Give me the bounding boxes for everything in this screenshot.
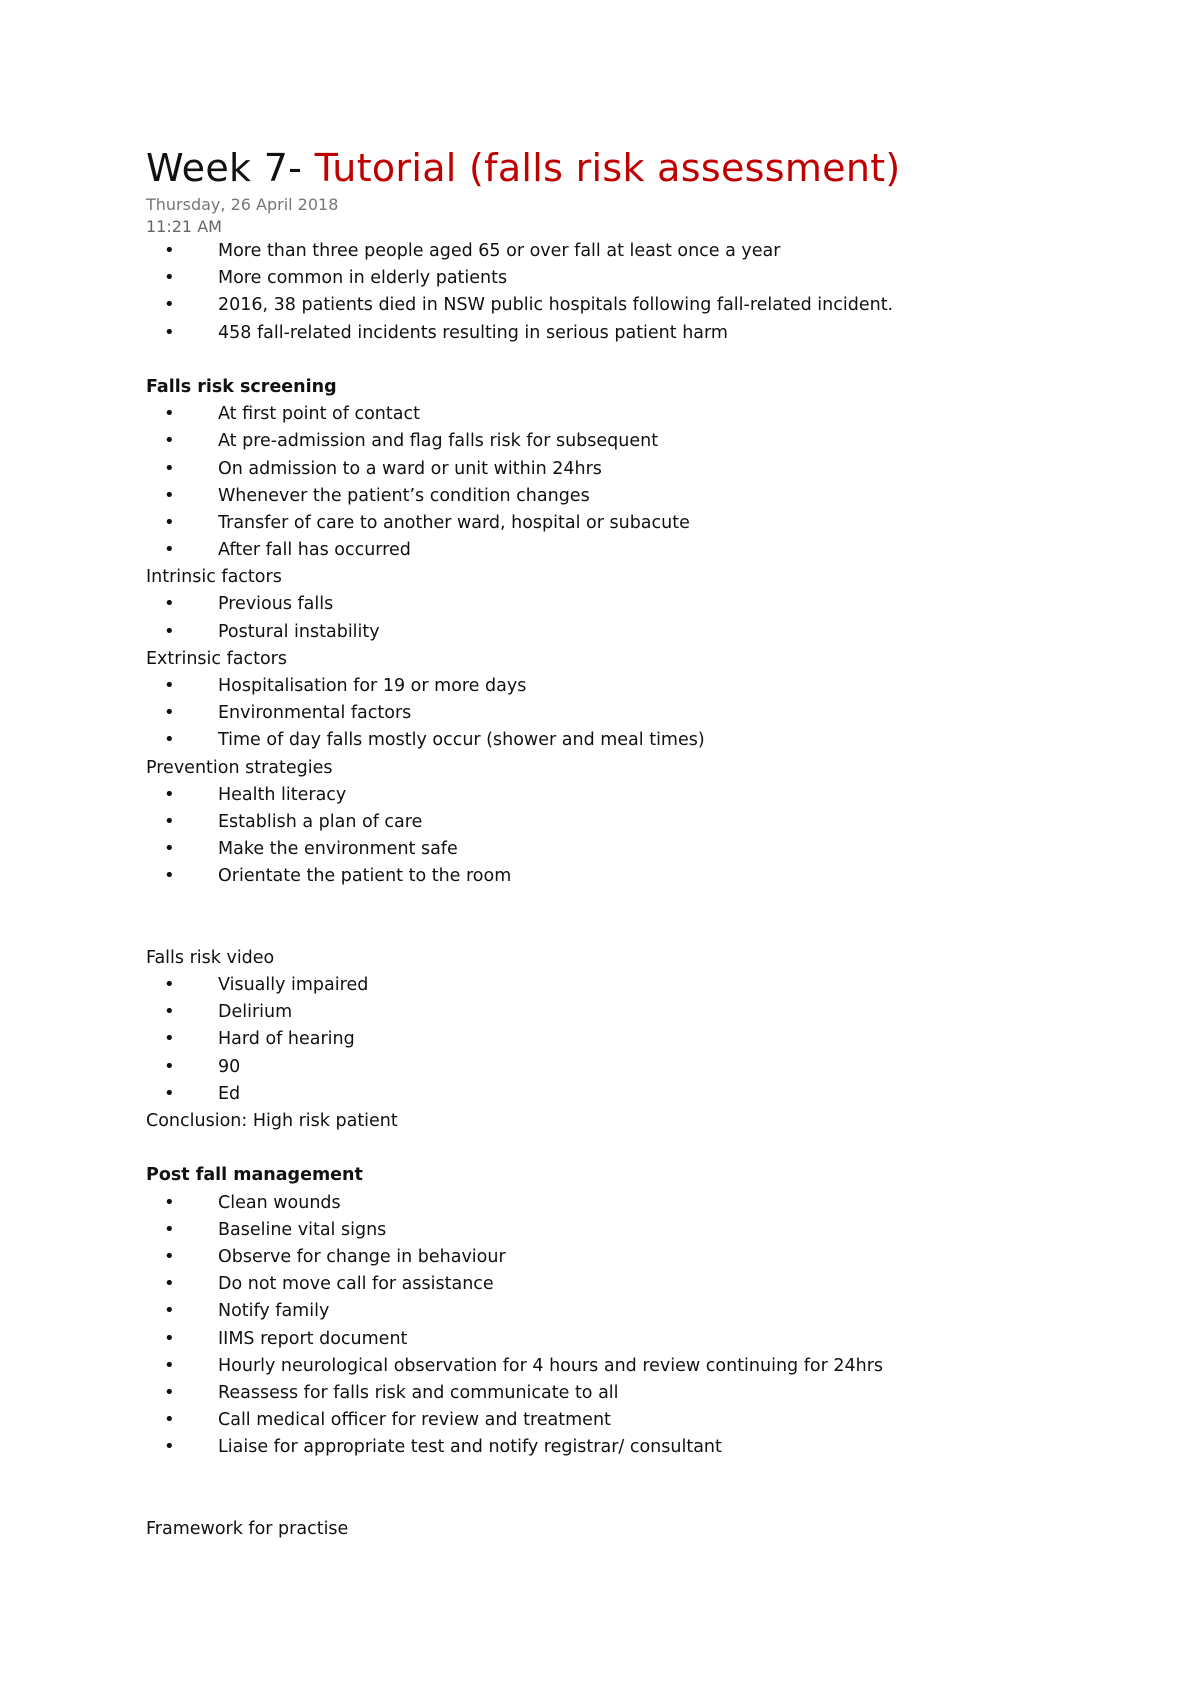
video-heading: Falls risk video: [146, 947, 275, 968]
list-item: • Reassess for falls risk and communicate to all: [146, 1380, 1106, 1407]
page-title: [146, 142, 1106, 194]
spacer: [146, 1135, 1106, 1162]
list-item: • Baseline vital signs: [146, 1217, 1106, 1244]
note-time: 11:21 AM: [146, 217, 222, 236]
list-item: • Whenever the patient’s condition changes: [146, 483, 1106, 510]
title-prefix: Week 7-: [146, 146, 315, 190]
post-fall-list: [146, 1190, 1106, 1462]
intrinsic-list: [146, 591, 1106, 645]
screening-list: [146, 401, 1106, 564]
list-item: • Clean wounds: [146, 1190, 1106, 1217]
spacer: [146, 1461, 1106, 1515]
list-item: • Call medical officer for review and treatment: [146, 1407, 1106, 1434]
list-item: • More than three people aged 65 or over fall at least once a year: [146, 238, 1106, 265]
screening-heading: Falls risk screening: [146, 376, 337, 397]
list-item: • Environmental factors: [146, 700, 1106, 727]
list-item: • After fall has occurred: [146, 537, 1106, 564]
list-item: • Do not move call for assistance: [146, 1271, 1106, 1298]
list-item: • Previous falls: [146, 591, 1106, 618]
spacer: [146, 347, 1106, 374]
video-conclusion: Conclusion: High risk patient: [146, 1111, 398, 1132]
note-page: [146, 142, 1106, 1543]
list-item: • Orientate the patient to the room: [146, 863, 1106, 890]
intrinsic-heading: Intrinsic factors: [146, 567, 282, 588]
framework-heading: Framework for practise: [146, 1518, 349, 1539]
list-item: • Ed: [146, 1081, 1106, 1108]
list-item: • At pre-admission and flag falls risk for subsequent: [146, 428, 1106, 455]
prevention-list: [146, 782, 1106, 891]
list-item: • Visually impaired: [146, 972, 1106, 999]
list-item: • Transfer of care to another ward, hospital or subacute: [146, 510, 1106, 537]
list-item: • 90: [146, 1054, 1106, 1081]
spacer: [146, 891, 1106, 945]
video-list: [146, 972, 1106, 1108]
list-item: • Health literacy: [146, 782, 1106, 809]
extrinsic-heading: Extrinsic factors: [146, 648, 287, 669]
list-item: • Time of day falls mostly occur (shower and meal times): [146, 727, 1106, 754]
list-item: • More common in elderly patients: [146, 265, 1106, 292]
list-item: • Hard of hearing: [146, 1026, 1106, 1053]
list-item: • Liaise for appropriate test and notify registrar/ consultant: [146, 1434, 1106, 1461]
list-item: • Notify family: [146, 1298, 1106, 1325]
list-item: • Observe for change in behaviour: [146, 1244, 1106, 1271]
list-item: • IIMS report document: [146, 1326, 1106, 1353]
list-item: • Make the environment safe: [146, 836, 1106, 863]
list-item: • Delirium: [146, 999, 1106, 1026]
post-fall-heading: Post fall management: [146, 1165, 363, 1186]
extrinsic-list: [146, 673, 1106, 755]
list-item: • At first point of contact: [146, 401, 1106, 428]
list-item: • 2016, 38 patients died in NSW public hospitals following fall-related incident.: [146, 292, 1106, 319]
list-item: • Hourly neurological observation for 4 hours and review continuing for 24hrs: [146, 1353, 1106, 1380]
list-item: • Postural instability: [146, 619, 1106, 646]
prevention-heading: Prevention strategies: [146, 757, 333, 778]
list-item: • Hospitalisation for 19 or more days: [146, 673, 1106, 700]
title-topic: Tutorial (falls risk assessment): [314, 146, 901, 190]
intro-list: [146, 238, 1106, 347]
list-item: • Establish a plan of care: [146, 809, 1106, 836]
list-item: • On admission to a ward or unit within 24hrs: [146, 456, 1106, 483]
note-date: Thursday, 26 April 2018: [146, 195, 339, 214]
list-item: • 458 fall-related incidents resulting in serious patient harm: [146, 320, 1106, 347]
